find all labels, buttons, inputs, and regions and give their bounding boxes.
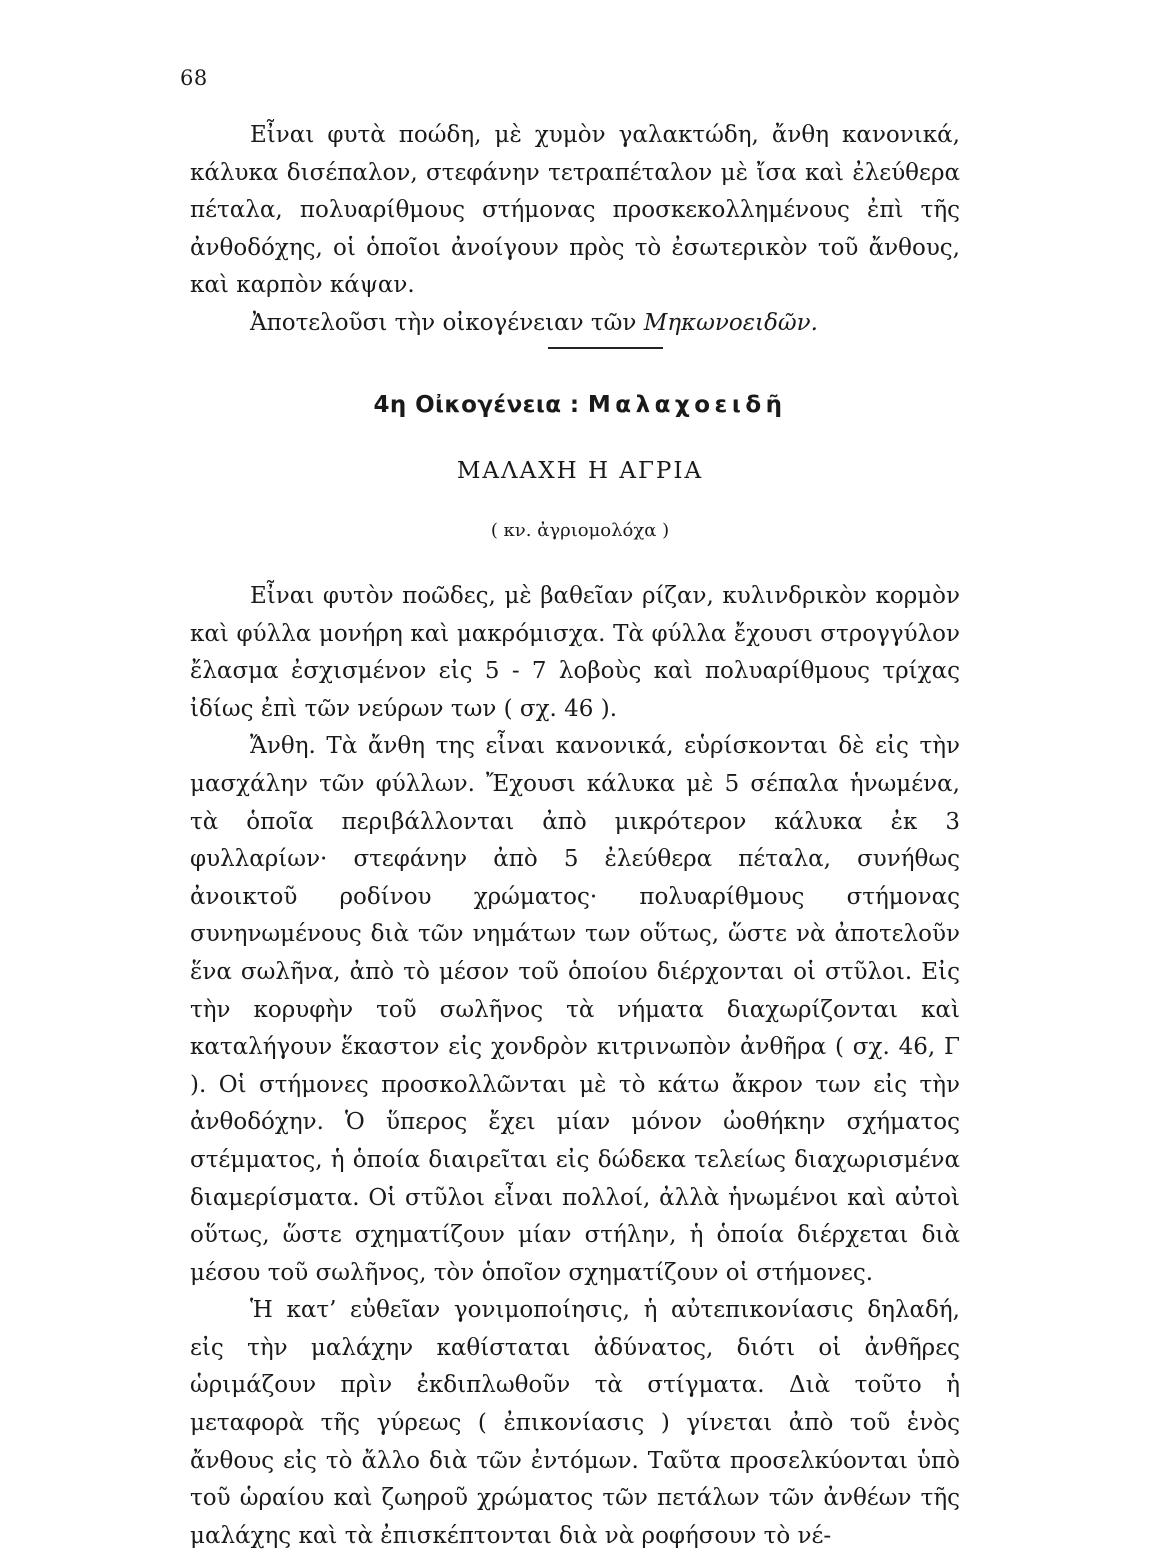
- family-heading: [0, 392, 1160, 418]
- section-divider: [548, 347, 663, 349]
- body-paragraph-description: Εἶναι φυτὸν ποῶδες, μὲ βαθεῖαν ρίζαν, κυλινδρικὸν κορμὸν καὶ φύλλα μονήρη καὶ μακρόμισχα. Τὰ φύλλα ἔχουσι στρογγύλον ἔλασμα ἐσχισμένον εἰς 5 - 7 λοβοὺς καὶ πολυαρίθμους τρίχας ἰδίως ἐπὶ τῶν νεύρων των ( σχ. 46 ).: [190, 583, 960, 722]
- body-section: [190, 578, 960, 1555]
- previous-family-name: Μηκωνοειδῶν.: [643, 309, 818, 336]
- intro-section: [190, 117, 960, 343]
- page-number: 68: [180, 66, 208, 90]
- plant-title: ΜΑΛΑΧΗ Η ΑΓΡΙΑ: [456, 458, 704, 484]
- intro-family-sentence: [190, 305, 960, 343]
- intro-family-text: Ἀποτελοῦσι τὴν οἰκογένειαν τῶν: [250, 309, 637, 336]
- family-heading-name: Μαλαχοειδῆ: [587, 392, 787, 418]
- body-paragraph-pollination: Ἡ κατ’ εὐθεῖαν γονιμοποίησις, ἡ αὐτεπικονίασις δηλαδή, εἰς τὴν μαλάχην καθίσταται ἀδύνατος, διότι οἱ ἀνθῆρες ὡριμάζουν πρὶν ἐκδιπλωθοῦν τὰ στίγματα. Διὰ τοῦτο ἡ μεταφορὰ τῆς γύρεως ( ἐπικονίασις ) γίνεται ἀπὸ τοῦ ἑνὸς ἄνθους εἰς τὸ ἄλλο διὰ τῶν ἐντόμων. Ταῦτα προσελκύονται ὑπὸ τοῦ ὡραίου καὶ ζωηροῦ χρώματος τῶν πετάλων τῶν ἀνθέων τῆς μαλάχης καὶ τὰ ἐπισκέπτονται διὰ νὰ ροφήσουν τὸ νέ-: [190, 1297, 960, 1549]
- intro-paragraph: Εἶναι φυτὰ ποώδη, μὲ χυμὸν γαλακτώδη, ἄνθη κανονικά, κάλυκα δισέπαλον, στεφάνην τετραπέταλον μὲ ἴσα καὶ ἐλεύθερα πέταλα, πολυαρίθμους στήμονας προσκεκολλημένους ἐπὶ τῆς ἀνθοδόχης, οἱ ὁποῖοι ἀνοίγουν πρὸς τὸ ἐσωτερικὸν τοῦ ἄνθους, καὶ καρπὸν κάψαν.: [190, 122, 960, 299]
- family-heading-prefix: 4η Οἰκογένεια :: [373, 392, 580, 418]
- body-paragraph-flowers: Ἄνθη. Τὰ ἄνθη της εἶναι κανονικά, εὑρίσκονται δὲ εἰς τὴν μασχάλην τῶν φύλλων. Ἔχουσι κάλυκα μὲ 5 σέπαλα ἡνωμένα, τὰ ὁποῖα περιβάλλονται ἀπὸ μικρότερον κάλυκα ἐκ 3 φυλλαρίων· στεφάνην ἀπὸ 5 ἐλεύθερα πέταλα, συνήθως ἀνοικτοῦ ροδίνου χρώματος· πολυαρίθμους στήμονας συνηνωμένους διὰ τῶν νημάτων των οὕτως, ὥστε νὰ ἀποτελοῦν ἕνα σωλῆνα, ἀπὸ τὸ μέσον τοῦ ὁποίου διέρχονται οἱ στῦλοι. Εἰς τὴν κορυφὴν τοῦ σωλῆνος τὰ νήματα διαχωρίζονται καὶ καταλήγουν ἕκαστον εἰς χονδρὸν κιτρινωπὸν ἀνθῆρα ( σχ. 46, Γ ). Οἱ στήμονες προσκολλῶνται μὲ τὸ κάτω ἄκρον των εἰς τὴν ἀνθοδόχην. Ὁ ὕπερος ἔχει μίαν μόνον ὠοθήκην σχήματος στέμματος, ἡ ὁποία διαιρεῖται εἰς δώδεκα τελείως διαχωρισμένα διαμερίσματα. Οἱ στῦλοι εἶναι πολλοί, ἀλλὰ ἡνωμένοι καὶ αὐτοὶ οὕτως, ὥστε σχηματίζουν μίαν στήλην, ἡ ὁποία διέρχεται διὰ μέσου τοῦ σωλῆνος, τὸν ὁποῖον σχηματίζουν οἱ στήμονες.: [190, 733, 960, 1286]
- plant-common-name: ( κν. ἀγριομολόχα ): [490, 520, 670, 541]
